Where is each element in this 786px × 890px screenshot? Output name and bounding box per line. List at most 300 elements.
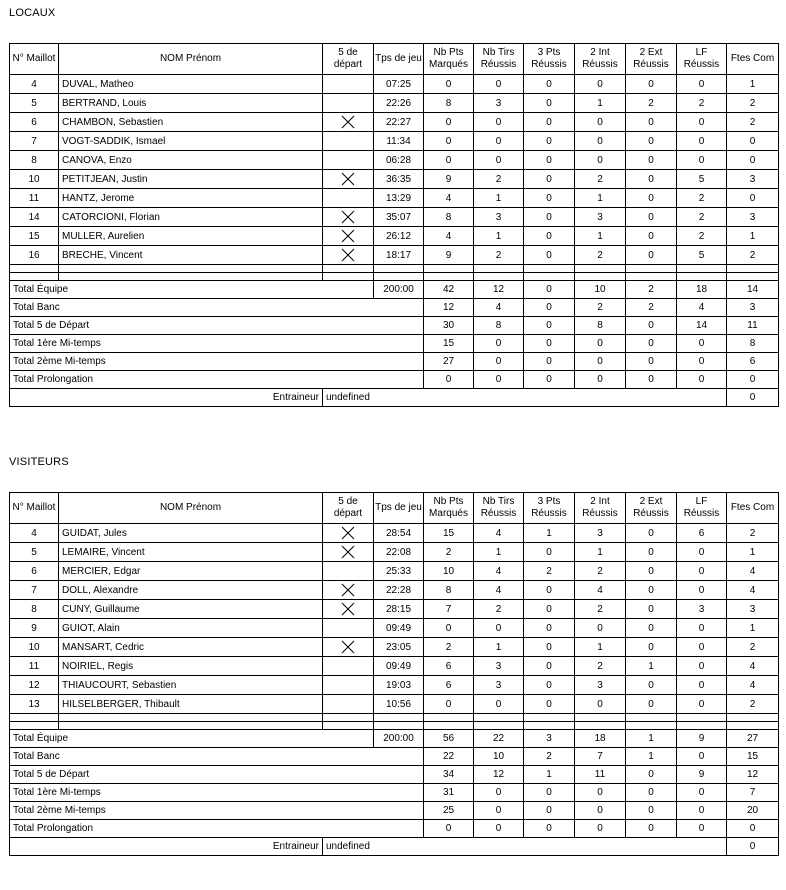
- stat-shots: 0: [474, 132, 524, 151]
- stat-pts: 2: [424, 638, 474, 657]
- total-fouls: 14: [727, 281, 779, 299]
- header-p3: 3 Pts Réussis: [524, 493, 575, 524]
- total-time: 200:00: [374, 281, 424, 299]
- header-fouls: Ftes Com: [727, 493, 779, 524]
- stat-p3: 0: [524, 113, 575, 132]
- play-time: 19:03: [374, 676, 424, 695]
- starter-cell: [323, 94, 374, 113]
- stat-shots: 1: [474, 227, 524, 246]
- totals-label: Total 5 de Départ: [10, 317, 424, 335]
- totals-shots: 0: [474, 802, 524, 820]
- stat-pts: 9: [424, 246, 474, 265]
- player-row: [10, 151, 779, 170]
- totals-ext2: 0: [626, 784, 677, 802]
- stat-p3: 0: [524, 94, 575, 113]
- stat-fouls: 4: [727, 657, 779, 676]
- stat-fouls: 2: [727, 246, 779, 265]
- empty-cell: [59, 714, 323, 722]
- stat-p3: 1: [524, 524, 575, 543]
- stat-pts: 8: [424, 94, 474, 113]
- stat-ext2: 0: [626, 189, 677, 208]
- totals-lf: 0: [677, 353, 727, 371]
- totals-lf: 0: [677, 371, 727, 389]
- player-number: 6: [10, 113, 59, 132]
- stat-fouls: 3: [727, 600, 779, 619]
- stat-ext2: 0: [626, 619, 677, 638]
- player-number: 8: [10, 151, 59, 170]
- play-time: 35:07: [374, 208, 424, 227]
- total-pts: 56: [424, 730, 474, 748]
- totals-row: [10, 802, 779, 820]
- totals-int2: 0: [575, 353, 626, 371]
- header-start5: 5 de départ: [323, 493, 374, 524]
- starter-cell: [323, 543, 374, 562]
- coach-fouls: 0: [727, 838, 779, 856]
- stat-pts: 0: [424, 132, 474, 151]
- stat-pts: 9: [424, 170, 474, 189]
- starter-x-icon: [341, 229, 355, 243]
- team-title-locaux: LOCAUX: [9, 7, 56, 19]
- totals-label: Total 2ème Mi-temps: [10, 353, 424, 371]
- header-fouls: Ftes Com: [727, 44, 779, 75]
- play-time: 22:26: [374, 94, 424, 113]
- empty-cell: [524, 265, 575, 273]
- total-ext2: 2: [626, 281, 677, 299]
- player-row: [10, 581, 779, 600]
- starter-cell: [323, 132, 374, 151]
- totals-label: Total Prolongation: [10, 820, 424, 838]
- player-row: [10, 695, 779, 714]
- player-number: 7: [10, 132, 59, 151]
- stat-shots: 0: [474, 619, 524, 638]
- player-name: CHAMBON, Sebastien: [59, 113, 323, 132]
- total-shots: 12: [474, 281, 524, 299]
- empty-cell: [10, 273, 59, 281]
- stat-ext2: 0: [626, 227, 677, 246]
- stat-fouls: 2: [727, 94, 779, 113]
- totals-pts: 34: [424, 766, 474, 784]
- totals-row: [10, 748, 779, 766]
- player-name: VOGT-SADDIK, Ismael: [59, 132, 323, 151]
- player-row: [10, 113, 779, 132]
- player-name: DUVAL, Matheo: [59, 75, 323, 94]
- play-time: 09:49: [374, 619, 424, 638]
- stat-lf: 0: [677, 676, 727, 695]
- totals-ext2: 0: [626, 371, 677, 389]
- totals-int2: 0: [575, 335, 626, 353]
- starter-x-icon: [341, 172, 355, 186]
- play-time: 09:49: [374, 657, 424, 676]
- stat-shots: 0: [474, 151, 524, 170]
- stat-pts: 0: [424, 151, 474, 170]
- empty-cell: [626, 265, 677, 273]
- totals-pts: 0: [424, 371, 474, 389]
- stat-lf: 0: [677, 695, 727, 714]
- stat-shots: 1: [474, 543, 524, 562]
- totals-pts: 0: [424, 820, 474, 838]
- player-number: 6: [10, 562, 59, 581]
- player-name: PETITJEAN, Justin: [59, 170, 323, 189]
- empty-cell: [575, 273, 626, 281]
- stat-int2: 2: [575, 657, 626, 676]
- starter-x-icon: [341, 545, 355, 559]
- starter-x-icon: [341, 583, 355, 597]
- player-name: CATORCIONI, Florian: [59, 208, 323, 227]
- player-row: [10, 638, 779, 657]
- play-time: 25:33: [374, 562, 424, 581]
- stat-shots: 1: [474, 189, 524, 208]
- stat-ext2: 0: [626, 581, 677, 600]
- totals-p3: 0: [524, 299, 575, 317]
- starter-cell: [323, 189, 374, 208]
- empty-row: [10, 273, 779, 281]
- totals-label: Total Banc: [10, 299, 424, 317]
- player-number: 5: [10, 543, 59, 562]
- empty-cell: [677, 714, 727, 722]
- stat-int2: 2: [575, 246, 626, 265]
- player-row: [10, 246, 779, 265]
- player-row: [10, 524, 779, 543]
- starter-x-icon: [341, 640, 355, 654]
- total-lf: 9: [677, 730, 727, 748]
- stat-ext2: 0: [626, 170, 677, 189]
- header-ext2: 2 Ext Réussis: [626, 493, 677, 524]
- header-pts: Nb Pts Marqués: [424, 493, 474, 524]
- starter-cell: [323, 581, 374, 600]
- empty-cell: [575, 714, 626, 722]
- player-name: CANOVA, Enzo: [59, 151, 323, 170]
- stat-lf: 2: [677, 94, 727, 113]
- totals-int2: 11: [575, 766, 626, 784]
- stat-pts: 10: [424, 562, 474, 581]
- totals-row: [10, 784, 779, 802]
- player-number: 5: [10, 94, 59, 113]
- total-team-row: [10, 730, 779, 748]
- starter-x-icon: [341, 526, 355, 540]
- empty-cell: [677, 273, 727, 281]
- totals-pts: 25: [424, 802, 474, 820]
- totals-pts: 27: [424, 353, 474, 371]
- stat-lf: 0: [677, 113, 727, 132]
- header-start5: 5 de départ: [323, 44, 374, 75]
- empty-row: [10, 265, 779, 273]
- stat-lf: 0: [677, 619, 727, 638]
- play-time: 13:29: [374, 189, 424, 208]
- totals-ext2: 1: [626, 748, 677, 766]
- empty-cell: [59, 273, 323, 281]
- empty-cell: [626, 273, 677, 281]
- stat-ext2: 0: [626, 75, 677, 94]
- header-num: N° Maillot: [10, 44, 59, 75]
- stat-pts: 8: [424, 208, 474, 227]
- totals-p3: 0: [524, 802, 575, 820]
- player-row: [10, 132, 779, 151]
- stat-fouls: 3: [727, 208, 779, 227]
- totals-int2: 0: [575, 802, 626, 820]
- stat-lf: 0: [677, 638, 727, 657]
- totals-row: [10, 820, 779, 838]
- empty-cell: [474, 265, 524, 273]
- total-label: Total Équipe: [10, 730, 374, 748]
- totals-label: Total Banc: [10, 748, 424, 766]
- player-name: BRECHE, Vincent: [59, 246, 323, 265]
- totals-lf: 0: [677, 784, 727, 802]
- starter-cell: [323, 151, 374, 170]
- header-shots: Nb Tirs Réussis: [474, 493, 524, 524]
- starter-cell: [323, 619, 374, 638]
- stat-shots: 3: [474, 208, 524, 227]
- stat-lf: 2: [677, 208, 727, 227]
- team-title-visiteurs: VISITEURS: [9, 456, 69, 468]
- totals-fouls: 0: [727, 820, 779, 838]
- play-time: 22:08: [374, 543, 424, 562]
- stat-ext2: 0: [626, 246, 677, 265]
- empty-cell: [727, 722, 779, 730]
- stat-lf: 5: [677, 170, 727, 189]
- totals-p3: 2: [524, 748, 575, 766]
- starter-cell: [323, 246, 374, 265]
- stat-fouls: 0: [727, 189, 779, 208]
- player-number: 11: [10, 189, 59, 208]
- player-number: 10: [10, 170, 59, 189]
- stat-p3: 0: [524, 246, 575, 265]
- coach-row: [10, 838, 779, 856]
- stat-ext2: 0: [626, 600, 677, 619]
- stat-ext2: 0: [626, 695, 677, 714]
- player-row: [10, 170, 779, 189]
- empty-cell: [524, 722, 575, 730]
- stat-shots: 2: [474, 600, 524, 619]
- coach-label: Entraineur: [10, 389, 323, 407]
- stat-fouls: 2: [727, 638, 779, 657]
- play-time: 10:56: [374, 695, 424, 714]
- totals-shots: 0: [474, 335, 524, 353]
- stat-fouls: 3: [727, 170, 779, 189]
- play-time: 28:15: [374, 600, 424, 619]
- totals-ext2: 0: [626, 335, 677, 353]
- totals-row: [10, 299, 779, 317]
- stat-pts: 6: [424, 657, 474, 676]
- total-pts: 42: [424, 281, 474, 299]
- empty-cell: [424, 265, 474, 273]
- header-time: Tps de jeu: [374, 493, 424, 524]
- player-name: GUIOT, Alain: [59, 619, 323, 638]
- player-row: [10, 75, 779, 94]
- header-int2: 2 Int Réussis: [575, 493, 626, 524]
- totals-int2: 0: [575, 820, 626, 838]
- player-name: MULLER, Aurelien: [59, 227, 323, 246]
- totals-ext2: 0: [626, 766, 677, 784]
- totals-lf: 14: [677, 317, 727, 335]
- player-number: 16: [10, 246, 59, 265]
- stat-p3: 0: [524, 132, 575, 151]
- player-name: MERCIER, Edgar: [59, 562, 323, 581]
- empty-cell: [727, 273, 779, 281]
- header-lf: LF Réussis: [677, 44, 727, 75]
- stat-p3: 0: [524, 619, 575, 638]
- play-time: 26:12: [374, 227, 424, 246]
- starter-cell: [323, 695, 374, 714]
- stat-ext2: 1: [626, 657, 677, 676]
- stat-shots: 0: [474, 113, 524, 132]
- totals-row: [10, 335, 779, 353]
- stat-p3: 0: [524, 189, 575, 208]
- stat-p3: 0: [524, 227, 575, 246]
- stat-shots: 2: [474, 170, 524, 189]
- player-number: 9: [10, 619, 59, 638]
- player-number: 11: [10, 657, 59, 676]
- stat-int2: 0: [575, 75, 626, 94]
- player-row: [10, 600, 779, 619]
- stat-pts: 0: [424, 619, 474, 638]
- stat-p3: 0: [524, 600, 575, 619]
- empty-cell: [424, 722, 474, 730]
- totals-ext2: 0: [626, 353, 677, 371]
- stat-pts: 15: [424, 524, 474, 543]
- starter-cell: [323, 638, 374, 657]
- stat-lf: 0: [677, 562, 727, 581]
- stat-shots: 3: [474, 94, 524, 113]
- totals-fouls: 15: [727, 748, 779, 766]
- stat-lf: 6: [677, 524, 727, 543]
- starter-cell: [323, 600, 374, 619]
- player-number: 10: [10, 638, 59, 657]
- totals-p3: 0: [524, 784, 575, 802]
- play-time: 06:28: [374, 151, 424, 170]
- empty-row: [10, 722, 779, 730]
- stat-fouls: 4: [727, 676, 779, 695]
- totals-row: [10, 317, 779, 335]
- stat-shots: 4: [474, 524, 524, 543]
- stat-int2: 1: [575, 638, 626, 657]
- player-name: NOIRIEL, Regis: [59, 657, 323, 676]
- stat-shots: 3: [474, 657, 524, 676]
- starter-x-icon: [341, 248, 355, 262]
- starter-cell: [323, 524, 374, 543]
- stat-p3: 0: [524, 581, 575, 600]
- stat-p3: 0: [524, 151, 575, 170]
- stat-int2: 1: [575, 189, 626, 208]
- total-lf: 18: [677, 281, 727, 299]
- stat-pts: 6: [424, 676, 474, 695]
- empty-cell: [727, 714, 779, 722]
- totals-int2: 0: [575, 371, 626, 389]
- player-number: 7: [10, 581, 59, 600]
- stat-int2: 0: [575, 151, 626, 170]
- empty-cell: [575, 265, 626, 273]
- totals-shots: 0: [474, 820, 524, 838]
- player-row: [10, 208, 779, 227]
- totals-shots: 12: [474, 766, 524, 784]
- stat-ext2: 0: [626, 676, 677, 695]
- stat-int2: 0: [575, 113, 626, 132]
- total-team-row: [10, 281, 779, 299]
- totals-shots: 0: [474, 371, 524, 389]
- player-name: DOLL, Alexandre: [59, 581, 323, 600]
- empty-cell: [10, 714, 59, 722]
- stat-ext2: 0: [626, 113, 677, 132]
- empty-cell: [323, 265, 374, 273]
- total-time: 200:00: [374, 730, 424, 748]
- empty-cell: [323, 273, 374, 281]
- player-row: [10, 543, 779, 562]
- stat-lf: 0: [677, 657, 727, 676]
- play-time: 07:25: [374, 75, 424, 94]
- stat-int2: 2: [575, 170, 626, 189]
- stat-p3: 0: [524, 676, 575, 695]
- stat-lf: 0: [677, 132, 727, 151]
- totals-pts: 15: [424, 335, 474, 353]
- totals-label: Total Prolongation: [10, 371, 424, 389]
- stat-pts: 4: [424, 227, 474, 246]
- stat-ext2: 0: [626, 132, 677, 151]
- totals-fouls: 8: [727, 335, 779, 353]
- totals-ext2: 0: [626, 820, 677, 838]
- stat-pts: 0: [424, 695, 474, 714]
- empty-cell: [323, 714, 374, 722]
- totals-row: [10, 353, 779, 371]
- stat-shots: 2: [474, 246, 524, 265]
- totals-ext2: 0: [626, 317, 677, 335]
- stat-pts: 0: [424, 113, 474, 132]
- stat-fouls: 2: [727, 113, 779, 132]
- starter-x-icon: [341, 115, 355, 129]
- stat-pts: 7: [424, 600, 474, 619]
- stat-lf: 0: [677, 151, 727, 170]
- stat-pts: 4: [424, 189, 474, 208]
- stat-p3: 0: [524, 75, 575, 94]
- coach-label: Entraineur: [10, 838, 323, 856]
- starter-x-icon: [341, 602, 355, 616]
- starter-cell: [323, 657, 374, 676]
- player-number: 4: [10, 75, 59, 94]
- header-p3: 3 Pts Réussis: [524, 44, 575, 75]
- totals-pts: 12: [424, 299, 474, 317]
- totals-shots: 0: [474, 353, 524, 371]
- stat-int2: 2: [575, 562, 626, 581]
- stat-int2: 2: [575, 600, 626, 619]
- header-int2: 2 Int Réussis: [575, 44, 626, 75]
- stat-int2: 1: [575, 227, 626, 246]
- stat-p3: 0: [524, 170, 575, 189]
- totals-shots: 8: [474, 317, 524, 335]
- header-pts: Nb Pts Marqués: [424, 44, 474, 75]
- totals-fouls: 12: [727, 766, 779, 784]
- total-p3: 3: [524, 730, 575, 748]
- totals-lf: 9: [677, 766, 727, 784]
- header-row: [10, 493, 779, 524]
- player-number: 13: [10, 695, 59, 714]
- player-row: [10, 94, 779, 113]
- stat-fouls: 4: [727, 581, 779, 600]
- totals-fouls: 20: [727, 802, 779, 820]
- starter-x-icon: [341, 210, 355, 224]
- totals-fouls: 7: [727, 784, 779, 802]
- total-p3: 0: [524, 281, 575, 299]
- stat-p3: 0: [524, 657, 575, 676]
- totals-lf: 0: [677, 820, 727, 838]
- stat-int2: 3: [575, 208, 626, 227]
- stat-shots: 3: [474, 676, 524, 695]
- stat-int2: 3: [575, 676, 626, 695]
- locaux-stats-table: [9, 43, 779, 407]
- player-name: HILSELBERGER, Thibault: [59, 695, 323, 714]
- player-row: [10, 227, 779, 246]
- stat-lf: 5: [677, 246, 727, 265]
- empty-cell: [374, 273, 424, 281]
- visiteurs-stats-table: [9, 492, 779, 856]
- total-shots: 22: [474, 730, 524, 748]
